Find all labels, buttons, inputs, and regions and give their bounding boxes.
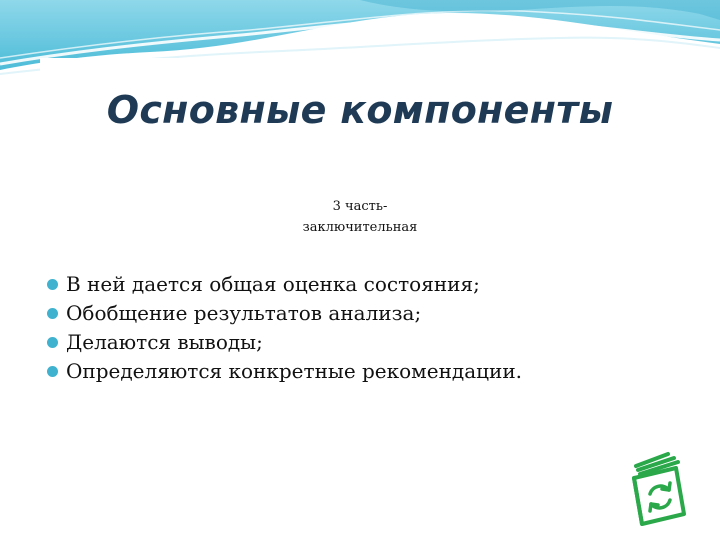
bullet-text: Определяются конкретные рекомендации. [66, 359, 523, 383]
subtitle-line-1: 3 часть- [332, 199, 388, 214]
bullet-item [44, 270, 684, 299]
bullet-text: Делаются выводы; [66, 330, 263, 354]
bullet-icon [47, 308, 58, 319]
green-book-refresh-icon [624, 450, 694, 528]
bullet-list [44, 270, 684, 386]
subtitle-line-2: заключительная [302, 220, 418, 235]
bullet-text: Обобщение результатов анализа; [66, 301, 422, 325]
bullet-item [44, 357, 684, 386]
bullet-icon [47, 279, 58, 290]
bullet-text: В ней дается общая оценка состояния; [66, 272, 480, 296]
slide-title: Основные компоненты [106, 88, 614, 132]
bullet-item [44, 299, 684, 328]
bullet-icon [47, 366, 58, 377]
bullet-icon [47, 337, 58, 348]
bullet-item [44, 328, 684, 357]
slide-subtitle [240, 196, 480, 238]
